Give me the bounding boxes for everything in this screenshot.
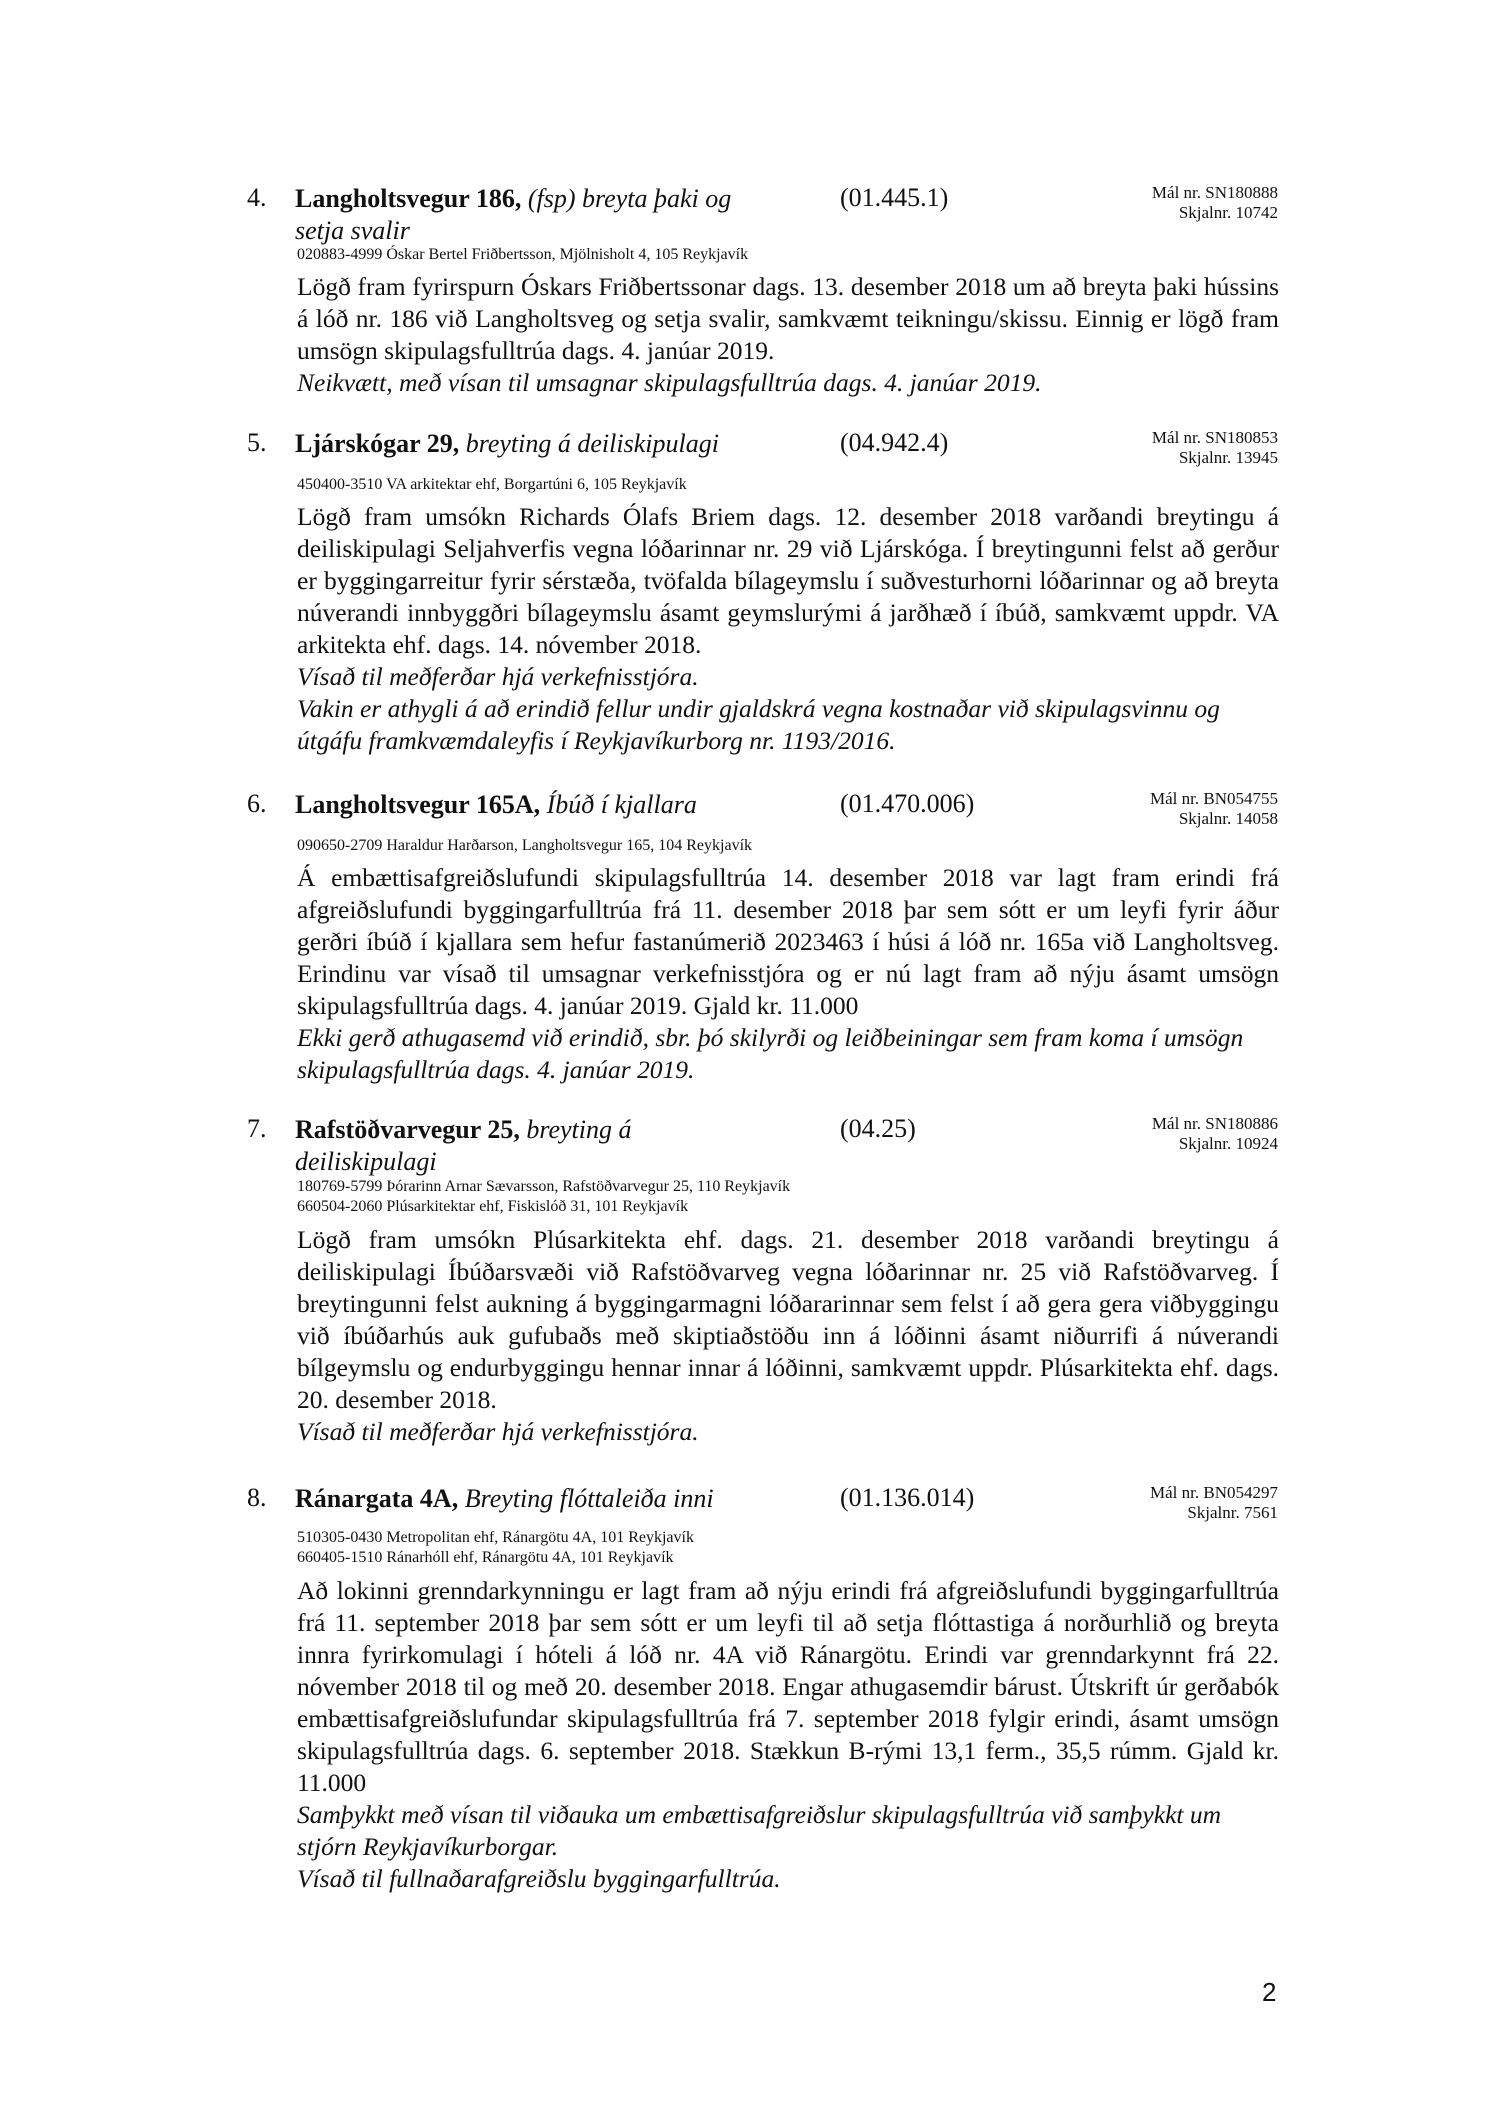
item-decision: Vísað til meðferðar hjá verkefnisstjóra. (297, 662, 699, 691)
applicant: 450400-3510 VA arkitektar ehf, Borgartúni 6, 105 Reykjavík (297, 476, 687, 493)
applicant-list (297, 1528, 694, 1568)
applicant: 660504-2060 Plúsarkitektar ehf, Fiskislóð 31, 101 Reykjavík (297, 1198, 689, 1215)
land-number: (04.25) (840, 1114, 916, 1143)
item-title (295, 183, 775, 247)
item-number: 4. (247, 183, 267, 212)
item-number: 5. (247, 428, 267, 457)
item-decision: Ekki gerð athugasemd við erindið, sbr. þó skilyrði og leiðbeiningar sem fram koma í umsögn skipulagsfulltrúa dags. 4. janúar 2019. (297, 1023, 1244, 1084)
item-number: 8. (247, 1483, 267, 1512)
applicant: 660405-1510 Ránarhóll ehf, Ránargötu 4A, 101 Reykjavík (297, 1549, 674, 1566)
item-subtitle: breyting á deiliskipulagi (295, 1115, 632, 1176)
item-title (295, 789, 835, 821)
applicant: 020883-4999 Óskar Bertel Friðbertsson, Mjölnisholt 4, 105 Reykjavík (297, 246, 749, 263)
item-description: Lögð fram umsókn Plúsarkitekta ehf. dags. 21. desember 2018 varðandi breytingu á deiliskipulagi Íbúðarsvæði við Rafstöðvarveg vegna lóðarinnar nr. 25 við Rafstöðvarveg. Í breytingunni felst aukning á byggingarmagni lóðararinnar sem felst í að gera gera viðbyggingu við íbúðarhús auk gufubaðs með skiptiaðstöðu inn á lóðinni ásamt niðurrifi á núverandi bílgeymslu og endurbyggingu hennar innar á lóðinni, samkvæmt uppdr. Plúsarkitekta ehf. dags. 20. desember 2018. (297, 1225, 1279, 1414)
case-number: Mál nr. BN054755 (1150, 789, 1278, 808)
case-reference (1150, 1483, 1278, 1523)
item-street: Langholtsvegur 165A, (295, 790, 541, 819)
document-number: Skjalnr. 10742 (1178, 203, 1278, 222)
applicant: 090650-2709 Haraldur Harðarson, Langholtsvegur 165, 104 Reykjavík (297, 837, 753, 854)
applicant: 510305-0430 Metropolitan ehf, Ránargötu 4A, 101 Reykjavík (297, 1529, 694, 1546)
item-description: Á embættisafgreiðslufundi skipulagsfulltrúa 14. desember 2018 var lagt fram erindi frá afgreiðslufundi byggingarfulltrúa frá 11. desember 2018 þar sem sótt er um leyfi fyrir áður gerðri íbúð í kjallara sem hefur fastanúmerið 2023463 í húsi á lóð nr. 165a við Langholtsveg. Erindinu var vísað til umsagnar verkefnisstjóra og er nú lagt fram að nýju ásamt umsögn skipulagsfulltrúa dags. 4. janúar 2019. Gjald kr. 11.000 (297, 863, 1279, 1020)
item-street: Ljárskógar 29, (295, 429, 460, 458)
item-description: Lögð fram umsókn Richards Ólafs Briem dags. 12. desember 2018 varðandi breytingu á deiliskipulagi Seljahverfis vegna lóðarinnar nr. 29 við Ljárskóga. Í breytingunni felst að gerður er byggingarreitur fyrir sérstæða, tvöfalda bílageymslu í suðvesturhorni lóðarinnar og að breyta núverandi innbyggðri bílageymslu ásamt geymslurými á jarðhæð í íbúð, samkvæmt uppdr. VA arkitekta ehf. dags. 14. nóvember 2018. (297, 502, 1279, 659)
applicant-list (297, 245, 748, 265)
item-body (297, 862, 1279, 1086)
land-number: (01.136.014) (840, 1483, 975, 1512)
case-number: Mál nr. BN054297 (1150, 1483, 1278, 1502)
item-decision: Vísað til meðferðar hjá verkefnisstjóra. (297, 1417, 699, 1446)
document-number: Skjalnr. 13945 (1178, 448, 1278, 467)
item-body (297, 501, 1279, 757)
item-subtitle: Íbúð í kjallara (546, 790, 697, 819)
applicant: 180769-5799 Þórarinn Arnar Sævarsson, Rafstöðvarvegur 25, 110 Reykjavík (297, 1178, 791, 1195)
document-number: Skjalnr. 14058 (1178, 809, 1278, 828)
page-number: 2 (1262, 1977, 1277, 2007)
document-number: Skjalnr. 10924 (1178, 1134, 1278, 1153)
item-subtitle: breyting á deiliskipulagi (465, 429, 719, 458)
case-number: Mál nr. SN180853 (1151, 428, 1278, 447)
item-subtitle: Breyting flóttaleiða inni (464, 1484, 714, 1513)
item-decision: Neikvætt, með vísan til umsagnar skipulagsfulltrúa dags. 4. janúar 2019. (297, 368, 1042, 397)
case-number: Mál nr. SN180888 (1151, 183, 1278, 202)
item-body (297, 1575, 1279, 1895)
applicant-list (297, 475, 687, 495)
land-number: (04.942.4) (840, 428, 949, 457)
item-number: 6. (247, 789, 267, 818)
item-street: Ránargata 4A, (295, 1484, 459, 1513)
land-number: (01.445.1) (840, 183, 949, 212)
item-street: Langholtsvegur 186, (295, 184, 522, 213)
case-reference (1152, 183, 1278, 223)
applicant-list (297, 1177, 790, 1217)
applicant-list (297, 836, 752, 856)
document-number: Skjalnr. 7561 (1187, 1503, 1278, 1522)
item-decision: Vísað til fullnaðarafgreiðslu byggingarfulltrúa. (297, 1864, 781, 1893)
item-decision: Vakin er athygli á að erindið fellur undir gjaldskrá vegna kostnaðar við skipulagsvinnu og útgáfu framkvæmdaleyfis í Reykjavíkurborg nr. 1193/2016. (297, 694, 1220, 755)
item-title (295, 1114, 735, 1178)
item-body (297, 1224, 1279, 1448)
item-description: Lögð fram fyrirspurn Óskars Friðbertssonar dags. 13. desember 2018 um að breyta þaki hússins á lóð nr. 186 við Langholtsveg og setja svalir, samkvæmt teikningu/skissu. Einnig er lögð fram umsögn skipulagsfulltrúa dags. 4. janúar 2019. (297, 272, 1279, 365)
item-title (295, 1483, 835, 1515)
case-reference (1152, 1114, 1278, 1154)
item-description: Að lokinni grenndarkynningu er lagt fram að nýju erindi frá afgreiðslufundi byggingarfulltrúa frá 11. september 2018 þar sem sótt er um leyfi til að setja flóttastiga á norðurhlið og breyta innra fyrirkomulagi í hóteli á lóð nr. 4A við Ránargötu. Erindi var grenndarkynnt frá 22. nóvember 2018 til og með 20. desember 2018. Engar athugasemdir bárust. Útskrift úr gerðabók embættisafgreiðslufundar skipulagsfulltrúa frá 7. september 2018 fylgir erindi, ásamt umsögn skipulagsfulltrúa dags. 6. september 2018. Stækkun B-rými 13,1 ferm., 35,5 rúmm. Gjald kr. 11.000 (297, 1576, 1279, 1797)
case-number: Mál nr. SN180886 (1151, 1114, 1278, 1133)
item-decision: Samþykkt með vísan til viðauka um embættisafgreiðslur skipulagsfulltrúa við samþykkt um stjórn Reykjavíkurborgar. (297, 1800, 1222, 1861)
item-title (295, 428, 835, 460)
case-reference (1150, 789, 1278, 829)
land-number: (01.470.006) (840, 789, 975, 818)
item-number: 7. (247, 1114, 267, 1143)
item-subtitle: (fsp) breyta þaki og setja svalir (295, 184, 732, 245)
case-reference (1152, 428, 1278, 468)
item-body (297, 271, 1279, 399)
item-street: Rafstöðvarvegur 25, (295, 1115, 520, 1144)
